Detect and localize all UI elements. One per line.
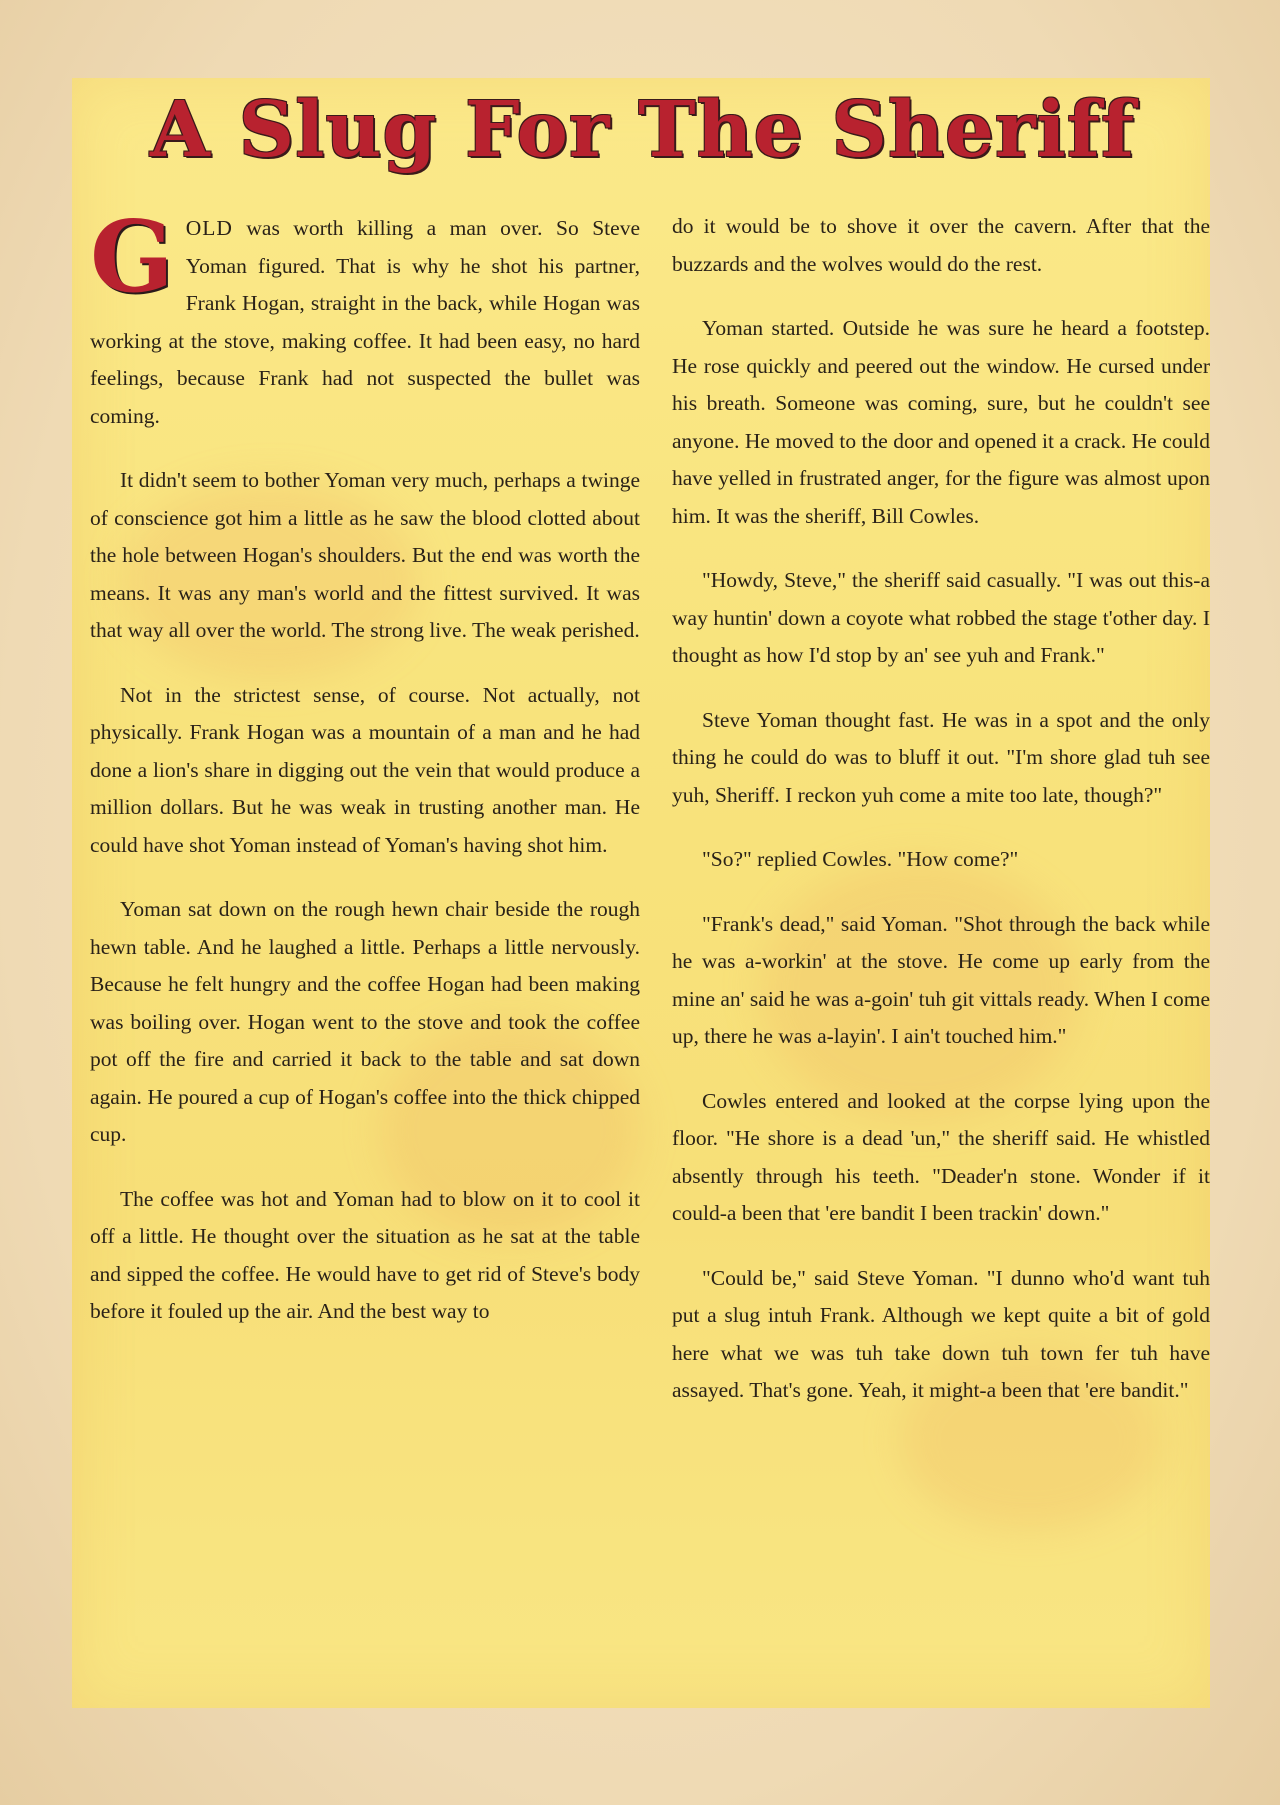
paragraph-5: The coffee was hot and Yoman had to blow on it to cool it off a little. He thought over the situation as he sat at the table and sipped the coffee. He would have to get rid of Steve's body before it fouled up the air. And the best way to bbox=[90, 1186, 640, 1323]
paragraph-11: "Frank's dead," said Yoman. "Shot through the back while he was a-workin' at the stove. He come up early from the mine an' said he was a-goin' tuh git vittals ready. When I come up, there he was a-layin'. I ain't touched him." bbox=[672, 911, 1210, 1048]
paragraph-12: Cowles entered and looked at the corpse lying upon the floor. "He shore is a dead 'un," the sheriff said. He whistled absently through his teeth. "Deader'n stone. Wonder if it could-a been that 'ere bandit I been trackin' down." bbox=[672, 1088, 1210, 1225]
story-title: A Slug For The Sheriff bbox=[150, 85, 1135, 175]
paragraph-9: Steve Yoman thought fast. He was in a spot and the only thing he could do was to bluff it out. "I'm shore glad tuh see yuh, Sheriff. I reckon yuh come a mite too late, though?" bbox=[672, 707, 1210, 807]
paragraph-3: Not in the strictest sense, of course. Not actually, not physically. Frank Hogan was a mountain of a man and he had done a lion's share in digging out the vein that would produce a million dollars. But he was weak in trusting another man. He could have shot Yoman instead of Yoman's having shot him. bbox=[90, 682, 640, 857]
paragraph-1-text: was worth killing a man over. So Steve Yoman figured. That is why he shot his partner, Frank Hogan, straight in the back, while Hogan was working at the stove, making coffee. It had been easy, no hard feelings, because Frank had not suspected the bullet was coming. bbox=[90, 216, 640, 428]
opening-word: OLD bbox=[185, 216, 233, 240]
paragraph-10: "So?" replied Cowles. "How come?" bbox=[702, 847, 1019, 871]
paragraph-6: do it would be to shove it over the cavern. After that the buzzards and the wolves would do the rest. bbox=[672, 214, 1210, 276]
paragraph-4: Yoman sat down on the rough hewn chair beside the rough hewn table. And he laughed a little. Perhaps a little nervously. Because he felt hungry and the coffee Hogan had been making was boiling over. Hogan went to the stove and took the coffee pot off the fire and carried it back to the table and sat down again. He poured a cup of Hogan's coffee into the thick chipped cup. bbox=[90, 897, 640, 1146]
paragraph-2: It didn't seem to bother Yoman very much, perhaps a twinge of conscience got him a little as he saw the blood clotted about the hole between Hogan's shoulders. But the end was worth the means. It was any man's world and the fittest survived. It was that way all over the world. The strong live. The weak perished. bbox=[90, 468, 640, 642]
paragraph-7: Yoman started. Outside he was sure he heard a footstep. He rose quickly and peered out the window. He cursed under his breath. Someone was coming, sure, but he couldn't see anyone. He moved to the door and opened it a crack. He could have yelled in frustrated anger, for the figure was almost upon him. It was the sheriff, Bill Cowles. bbox=[672, 316, 1210, 528]
paragraph-8: "Howdy, Steve," the sheriff said casually. "I was out this-a way huntin' down a coyote what robbed the stage t'other day. I thought as how I'd stop by an' see yuh and Frank." bbox=[672, 568, 1210, 667]
left-column bbox=[90, 200, 640, 1358]
right-column bbox=[672, 208, 1210, 1437]
drop-cap: G bbox=[90, 200, 174, 315]
paragraph-13: "Could be," said Steve Yoman. "I dunno who'd want tuh put a slug intuh Frank. Although we kept quite a bit of gold here what we was tuh take down tuh town fer tuh have assayed. That's gone. Yeah, it might-a been that 'ere bandit." bbox=[672, 1265, 1210, 1402]
paragraph-1 bbox=[90, 200, 640, 435]
